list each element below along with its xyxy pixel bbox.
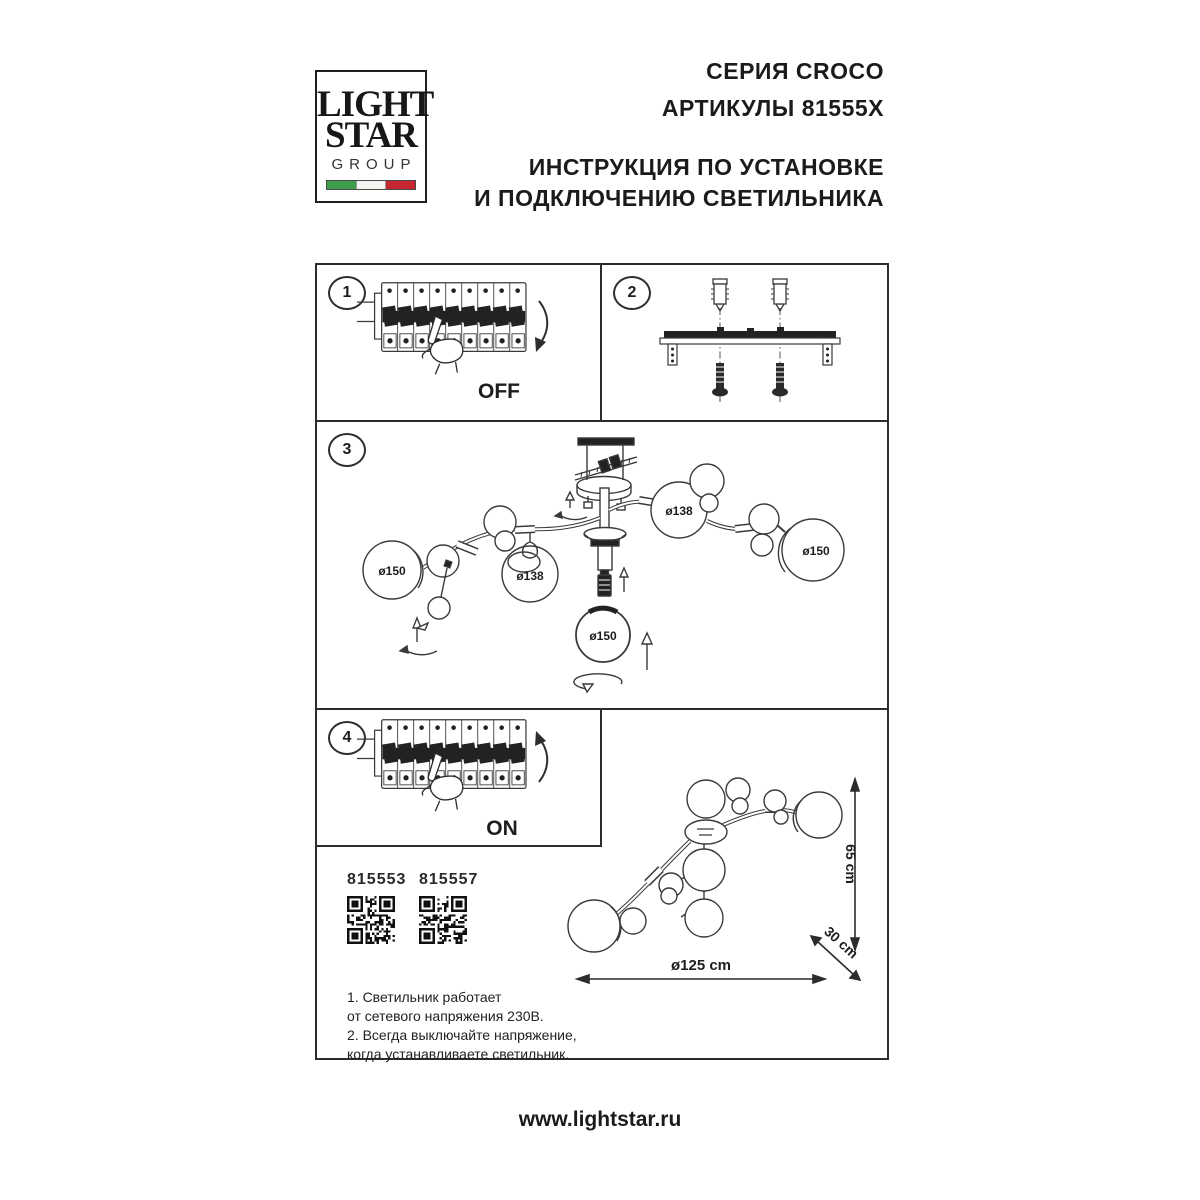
instruction-title-line2: И ПОДКЛЮЧЕНИЮ СВЕТИЛЬНИКА	[474, 185, 884, 211]
step-4-number: 4	[328, 721, 366, 755]
switch-off-label: OFF	[478, 380, 520, 403]
sphere-label-right-138: ø138	[665, 504, 693, 518]
dimensions-block	[555, 717, 891, 1058]
sphere-label-bottom-150: ø150	[589, 629, 617, 643]
header-text-block	[474, 58, 884, 214]
sphere-label-far-right-150: ø150	[802, 544, 830, 558]
steps-grid	[315, 263, 889, 1060]
switch-on-label: ON	[486, 817, 518, 840]
website-url: www.lightstar.ru	[518, 1108, 682, 1131]
step-3-number: 3	[328, 433, 366, 467]
step-1-panel	[317, 265, 602, 422]
dimension-diameter-label: ø125 cm	[670, 957, 732, 974]
step-3-panel	[317, 422, 887, 710]
logo-word-star: STAR	[325, 115, 417, 156]
series-title: СЕРИЯ CROCO	[706, 58, 884, 84]
chandelier-assembly-diagram	[317, 422, 887, 708]
breaker-off-diagram	[317, 265, 600, 420]
note-line-4: когда устанавливаете светильник.	[347, 1046, 570, 1062]
logo-word-light: LIGHT	[317, 84, 434, 125]
italian-flag-icon	[326, 180, 416, 190]
qr-code-icon-815553	[347, 896, 395, 944]
logo-word-group: GROUP	[331, 156, 417, 173]
article-number-815557: 815557	[419, 871, 479, 888]
mounting-bracket-diagram	[602, 265, 887, 420]
step-2-panel	[602, 265, 887, 422]
dimension-diagram	[555, 717, 891, 1058]
sphere-label-left-150: ø150	[378, 564, 406, 578]
qr-code-icon-815557	[419, 896, 467, 944]
lightstar-logo	[315, 70, 434, 203]
sphere-label-mid-138: ø138	[516, 569, 544, 583]
articles-title: АРТИКУЛЫ 81555X	[661, 95, 884, 121]
dimension-height-label: 65 cm	[843, 844, 859, 884]
note-line-2: от сетевого напряжения 230В.	[347, 1008, 544, 1024]
dimension-depth-label: 30 cm	[821, 923, 862, 962]
article-number-815553: 815553	[347, 871, 407, 888]
step-2-number: 2	[613, 276, 651, 310]
step-1-number: 1	[328, 276, 366, 310]
instruction-title-line1: ИНСТРУКЦИЯ ПО УСТАНОВКЕ	[528, 154, 884, 180]
note-line-3: 2. Всегда выключайте напряжение,	[347, 1027, 577, 1043]
note-line-1: 1. Светильник работает	[347, 989, 502, 1005]
